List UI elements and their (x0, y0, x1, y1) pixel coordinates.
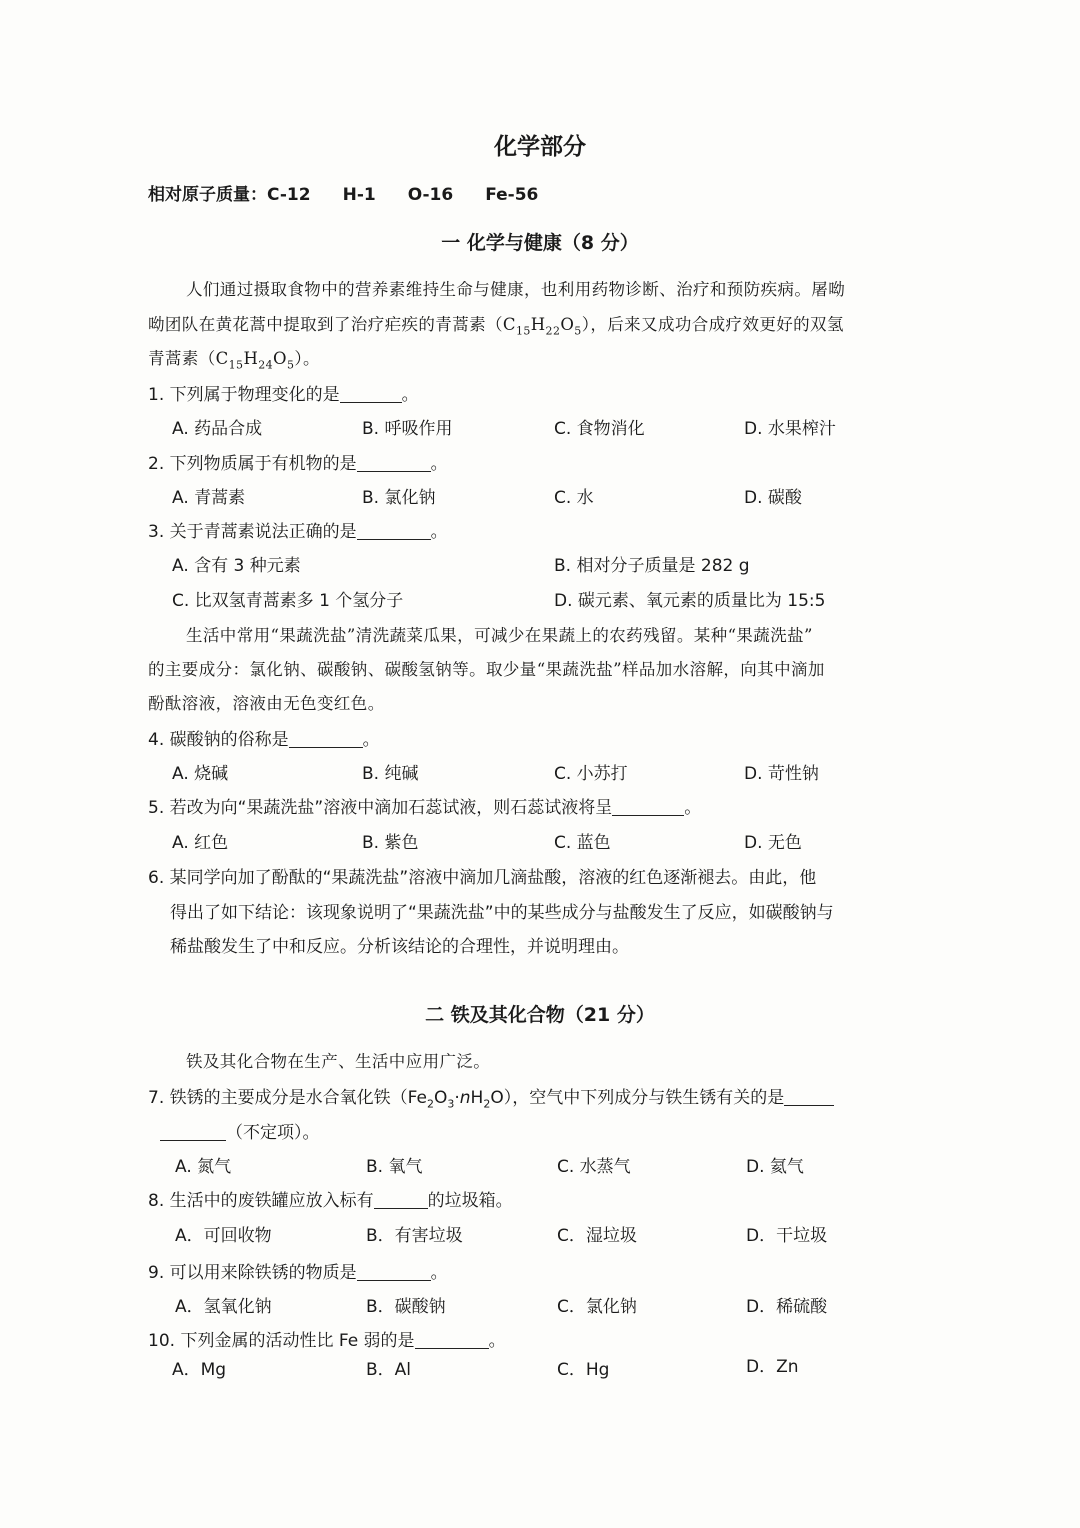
q1-option-d: D. 水果榨汁 (744, 419, 836, 439)
q3-option-c: C. 比双氢青蒿素多 1 个氢分子 (172, 591, 404, 611)
answer-blank[interactable] (784, 1088, 834, 1106)
answer-blank[interactable] (612, 798, 684, 816)
q4-option-a: A. 烧碱 (172, 764, 229, 784)
q9-option-c: C．氯化钠 (557, 1297, 637, 1317)
q4-option-b: B. 纯碱 (362, 764, 419, 784)
q4-option-c: C. 小苏打 (554, 764, 628, 784)
q2-option-a: A. 青蒿素 (172, 488, 246, 508)
question-6-line3: 稀盐酸发生了中和反应。分析该结论的合理性，并说明理由。 (170, 937, 629, 957)
page-title: 化学部分 (494, 134, 586, 160)
question-7-line2: （不定项）。 (160, 1118, 320, 1143)
q3-option-d: D. 碳元素、氧元素的质量比为 15:5 (554, 591, 826, 611)
question-1: 1. 下列属于物理变化的是 。 (148, 385, 419, 405)
q10-option-d: D．Zn (746, 1357, 799, 1377)
answer-blank[interactable] (374, 1191, 428, 1209)
q1-option-b: B. 呼吸作用 (362, 419, 453, 439)
atomic-mass-fe: Fe-56 (485, 185, 539, 205)
section1-intro-line3: 青蒿素$(C_{15}H_{24}O_5)$。 (148, 349, 320, 372)
atomic-mass-h: H-1 (342, 185, 376, 205)
answer-blank[interactable] (357, 522, 431, 540)
question-9: 9. 可以用来除铁锈的物质是 。 (148, 1263, 448, 1283)
question-5: 5. 若改为向“果蔬洗盐”溶液中滴加石蕊试液，则石蕊试液将呈 。 (148, 798, 702, 818)
section1-intro2-line3: 酚酞溶液，溶液由无色变红色。 (148, 694, 385, 713)
section1-heading: 一 化学与健康（8 分） (441, 232, 639, 254)
q3-option-b: B. 相对分子质量是 282 g (554, 556, 750, 576)
q7-option-d: D. 氦气 (746, 1157, 804, 1177)
atomic-mass-c: C-12 (267, 185, 311, 205)
question-4: 4. 碳酸钠的俗称是 。 (148, 730, 380, 750)
question-3: 3. 关于青蒿素说法正确的是 。 (148, 522, 448, 542)
answer-blank[interactable] (357, 454, 431, 472)
q5-option-c: C. 蓝色 (554, 833, 611, 853)
q1-option-c: C. 食物消化 (554, 419, 645, 439)
question-6-line2: 得出了如下结论：该现象说明了“果蔬洗盐”中的某些成分与盐酸发生了反应，如碳酸钠与 (170, 903, 834, 923)
q8-option-d: D．干垃圾 (746, 1226, 828, 1246)
q2-option-c: C. 水 (554, 488, 594, 508)
q9-option-a: A．氢氧化钠 (175, 1297, 272, 1317)
section1-intro-line2: 呦团队在黄花蒿中提取到了治疗疟疾的青蒿素$(C_{15}H_{22}O_5)$，后来又成功合成疗效更好的双氢 (148, 315, 844, 338)
q1-option-a: A. 药品合成 (172, 419, 263, 439)
q2-option-d: D. 碳酸 (744, 488, 802, 508)
answer-blank-cont[interactable] (160, 1123, 226, 1141)
section2-heading: 二 铁及其化合物（21 分） (425, 1004, 655, 1026)
q7-option-a: A. 氮气 (175, 1157, 232, 1177)
section1-intro-line1: 人们通过摄取食物中的营养素维持生命与健康，也利用药物诊断、治疗和预防疾病。屠呦 (186, 280, 846, 299)
q2-option-b: B. 氯化钠 (362, 488, 436, 508)
q10-option-b: B．Al (366, 1360, 412, 1380)
q8-option-c: C．湿垃圾 (557, 1226, 637, 1246)
q7-option-c: C. 水蒸气 (557, 1157, 631, 1177)
q7-option-b: B. 氧气 (366, 1157, 423, 1177)
q10-option-a: A．Mg (172, 1360, 227, 1380)
question-8: 8. 生活中的废铁罐应放入标有 的垃圾箱。 (148, 1191, 513, 1211)
question-7: 7. 铁锈的主要成分是水合氧化铁$(Fe_2O_3\cdot nH_2O)$，空气中下列成分与铁生锈有关的是 (148, 1083, 834, 1110)
q3-option-a: A. 含有 3 种元素 (172, 556, 301, 576)
atomic-mass-o: O-16 (407, 185, 454, 205)
q5-option-d: D. 无色 (744, 833, 802, 853)
section2-intro: 铁及其化合物在生产、生活中应用广泛。 (186, 1052, 491, 1071)
atomic-masses-label: 相对原子质量： (148, 185, 267, 205)
section1-intro2-line1: 生活中常用“果蔬洗盐”清洗蔬菜瓜果，可减少在果蔬上的农药残留。某种“果蔬洗盐” (186, 626, 813, 645)
q9-option-b: B．碳酸钠 (366, 1297, 446, 1317)
q8-option-a: A．可回收物 (175, 1226, 272, 1246)
question-6-line1: 6. 某同学向加了酚酞的“果蔬洗盐”溶液中滴加几滴盐酸，溶液的红色逐渐褪去。由此，他 (148, 868, 817, 888)
atomic-masses (148, 180, 570, 205)
q5-option-b: B. 紫色 (362, 833, 419, 853)
answer-blank[interactable] (289, 730, 363, 748)
question-2: 2. 下列物质属于有机物的是 。 (148, 454, 448, 474)
q10-option-c: C．Hg (557, 1360, 610, 1380)
q8-option-b: B．有害垃圾 (366, 1226, 463, 1246)
answer-blank[interactable] (357, 1263, 431, 1281)
question-10: 10. 下列金属的活动性比 Fe 弱的是 。 (148, 1331, 506, 1351)
section1-intro2-line2: 的主要成分：氯化钠、碳酸钠、碳酸氢钠等。取少量“果蔬洗盐”样品加水溶解，向其中滴加 (148, 660, 825, 679)
answer-blank[interactable] (415, 1331, 489, 1349)
q4-option-d: D. 苛性钠 (744, 764, 819, 784)
q9-option-d: D．稀硫酸 (746, 1297, 828, 1317)
q5-option-a: A. 红色 (172, 833, 229, 853)
answer-blank[interactable] (340, 385, 402, 403)
